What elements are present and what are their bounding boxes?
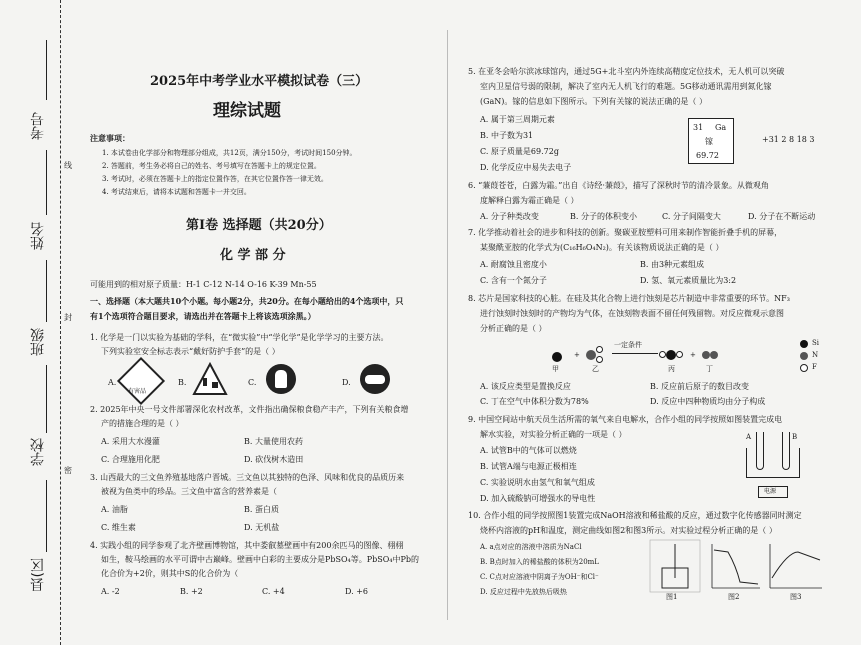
q6-opt-b: B. 分子的体积变小 xyxy=(570,212,637,221)
q5-opt-d: D. 化学反应中易失去电子 xyxy=(480,163,572,172)
class-label: 班级 xyxy=(30,328,46,356)
q5-opt-a: A. 属于第三周期元素 xyxy=(480,115,555,124)
nitrogen-atom xyxy=(710,351,718,359)
legend-f-icon xyxy=(800,364,808,372)
q9-stem: 9. 中国空间站中航天员生活所需的氧气来自电解水，合作小组的同学按照如图装置完成电 xyxy=(468,415,783,424)
q5-stem: 5. 在亚冬会哈尔滨冰球馆内，通过5G+北斗室内外连续高精度定位技术，无人机可以突破 xyxy=(468,67,785,76)
q8-stem: 8. 芯片是国家科技的心脏。在硅及其化合物上进行蚀刻是芯片制造中非常重要的环节。NF₃ xyxy=(468,294,790,303)
exam-page: 考号 姓名 班级 学校 县(区 线 封 密 2025年中考学业水平模拟试卷（三） 理综试题 注意事项： 1. 本试卷由化学部分和物理部分组成，共12页，满分150分，考试时间150分钟。 2. 答题前，考生务必将自己的姓名、考号填写在答题卡上的规定位置。 3. 考试时，必须在答题卡上的指定位置作答，在其它位置作答一律无效。 4. 考试结束后，请将本试题和答题卡一并交回。 第Ⅰ卷 选择题（共20分） 化 学 部 分 可能用到的相对原子质量：H-1 C-12 N-14 O-16 K-39 Mn-55 一、选择题（本大题共10个小题。每小题2分，共20分。在每小题给出的4个选项中，只 有1个选项符合题目要求，请选出并在答题卡上将该选项涂黑。） 1. 化学是一门以实验为基础的学科，在“微实验”中“学化学”是化学学习的主要方法。 下列实验室安全标志表示“戴好防护手套”的是（ ） A. 有害品 B. C. D. 2. 2025年中央一号文件部署深化农村改革，文件指出确保粮食稳产丰产，下列有关粮食增 产的措施合理的是（ ） A. 采用大水漫灌 B. 大量使用农药 C. 合理施用化肥 D. 砍伐树木造田 3. 山西最大的三文鱼养殖基地落户晋城。三文鱼以其独特的色泽、风味和优良的品质历来 被视为鱼类中的珍品。三文鱼中富含的营养素是（ A. 油脂 B. 蛋白质 C. 维生素 D. 无机盐 4. 实践小组的同学参观了北齐壁画博物馆，其中娄叡墓壁画中有200余匹马的图像、栩栩 如生，鞍马绘画的水平可谓中古巅峰。壁画中白彩的主要成分是PbSO₄等。PbSO₄中Pb的 化合价为+2价，则其中S的化合价为（ A. -2 B. +2 C. +4 D. +6 5. 在亚冬会哈尔滨冰球馆内，通过5G+北斗室内外连续高精度定位技术，无人机可以突破 室内卫星信号弱的限制，解决了室内无人机飞行的难题。5G移动通讯需用到氮化镓 (GaN)。镓的信息如下图所示。下列有关镓的说法正确的是（ ） A. 属于第三周期元素 B. 中子数为31 C. 原子质量是69.72g D. 化学反应中易失去电子 31 Ga 镓 69.72 +31 2 8 18 3 6. “蒹葭苍苍，白露为霜。”出自《诗经·蒹葭》，描写了深秋时节的清冷景象。从微观角 度解释白露为霜正确是（ ） A. 分子种类改变 B. 分子的体积变小 C. 分子间隔变大 D. 分子在不断运动 7. 化学推动着社会的进步和科技的创新。聚碳亚胺塑料可用来制作智能折叠手机的屏幕， 某聚酰亚胺的化学式为(C₁₆H₆O₄N₂)。有关该物质说法正确的是（ ） A. 耐腐蚀且密度小 B. 由3种元素组成 C. 含有一个氮分子 D. 氢、氧元素质量比为3:2 8. 芯片是国家科技的心脏。在硅及其化合物上进行蚀刻是芯片制造中非常重要的环节。NF₃ 进行蚀刻时蚀刻时的产物均为气体，在蚀刻物表面不留任何残留物。对反应微观示意图 分析正确的是（ ） + 一定条件 + 甲 乙 丙 丁 Si N F A. 该反应类型是置换反应 B. 反应前后原子的数目改变 C. 丁在空气中体积分数为78% D. 反应中四种物质均由分子构成 9. 中国空间站中航天员生活所需的氧气来自电解水，合作小组的同学按照如图装置完成电 解水实验，对实验分析正确的一项是（ ） A. 试管B中的气体可以燃烧 B. 试管A端与电源正极相连 C. 实验说明水由氢气和氧气组成 D. 加入硫酸钠可增强水的导电性 A B 电源 10. 合作小组的同学按照图1装置完成NaOH溶液和稀盐酸的反应，通过数字化传感器同时测定 烧杯内溶液的pH和温度，测定曲线如图2和图3所示。对实验过程分析正确的是（ ） A. a点对应的溶液中溶质为NaCl B. B点时加入的稀盐酸的体积为20mL C. C点对应溶液中阴离子为OH⁻和Cl⁻ D. 反应过程中先放热后吸热 图1 图2 图3 xyxy=(0,0,861,645)
fluorine-atom xyxy=(676,351,683,358)
q4-opt-c: C. +4 xyxy=(262,587,285,596)
q2-opt-c: C. 合理施用化肥 xyxy=(101,455,160,464)
q8-stem: 进行蚀刻时蚀刻时的产物均为气体，在蚀刻物表面不留任何残留物。对反应微观示意图 xyxy=(480,309,784,318)
corrosive-sign-icon xyxy=(192,362,228,396)
figure-3-label: 图3 xyxy=(790,593,802,601)
q7-opt-c: C. 含有一个氮分子 xyxy=(480,276,547,285)
q4-opt-d: D. +6 xyxy=(345,587,369,596)
q2-opt-a: A. 采用大水漫灌 xyxy=(101,437,160,446)
gallium-element-card xyxy=(688,118,734,164)
q5-opt-c: C. 原子质量是69.72g xyxy=(480,147,559,156)
q6-opt-c: C. 分子间隔变大 xyxy=(662,212,721,221)
column-divider xyxy=(447,30,448,620)
q10-opt-a: A. a点对应的溶液中溶质为NaCl xyxy=(480,543,582,551)
q3-stem: 被视为鱼类中的珍品。三文鱼中富含的营养素是（ xyxy=(101,487,277,496)
binding-dashed-line xyxy=(60,0,61,645)
q1-opt-c: C. xyxy=(248,378,257,387)
test-tube-b xyxy=(782,432,790,470)
q1-opt-a: A. xyxy=(108,378,117,387)
q1-stem: 1. 化学是一门以实验为基础的学科，在“微实验”中“学化学”是化学学习的主要方法。 xyxy=(90,333,389,342)
q4-opt-a: A. -2 xyxy=(101,587,120,596)
notice-item: 2. 答题前，考生务必将自己的姓名、考号填写在答题卡上的规定位置。 xyxy=(102,162,321,170)
q3-opt-d: D. 无机盐 xyxy=(244,523,280,532)
electrolysis-apparatus: A B 电源 xyxy=(742,430,804,504)
school-label: 学校 xyxy=(30,438,46,466)
exam-number-label: 考号 xyxy=(30,112,46,140)
q7-stem: 7. 化学推动着社会的进步和科技的创新。聚碳亚胺塑料可用来制作智能折叠手机的屏幕， xyxy=(468,228,783,237)
q9-opt-c: C. 实验说明水由氢气和氧气组成 xyxy=(480,478,595,487)
q6-opt-d: D. 分子在不断运动 xyxy=(748,212,816,221)
q8-opt-b: B. 反应前后原子的数目改变 xyxy=(650,382,749,391)
q10-opt-d: D. 反应过程中先放热后吸热 xyxy=(480,588,567,596)
notice-heading: 注意事项： xyxy=(90,133,130,143)
test-tube-a xyxy=(756,432,764,470)
element-mass: 69.72 xyxy=(696,151,719,160)
q9-opt-a: A. 试管B中的气体可以燃烧 xyxy=(480,446,577,455)
q6-opt-a: A. 分子种类改变 xyxy=(480,212,539,221)
atomic-mass-line: 可能用到的相对原子质量：H-1 C-12 N-14 O-16 K-39 Mn-55 xyxy=(90,280,317,289)
q7-opt-b: B. 由3种元素组成 xyxy=(640,260,705,269)
nitrogen-atom xyxy=(702,351,710,359)
titration-figures xyxy=(648,538,828,598)
goggles-sign-icon xyxy=(360,364,390,394)
name-label: 姓名 xyxy=(30,222,46,250)
water-trough xyxy=(746,448,800,478)
q9-opt-d: D. 加入硫酸钠可增强水的导电性 xyxy=(480,494,596,503)
reaction-diagram: + 一定条件 + 甲 乙 丙 丁 xyxy=(540,340,800,376)
q8-stem: 分析正确的是（ ） xyxy=(480,324,547,333)
q2-opt-d: D. 砍伐树木造田 xyxy=(244,455,304,464)
q7-opt-d: D. 氢、氧元素质量比为3:2 xyxy=(640,276,737,285)
legend-si-icon xyxy=(800,340,808,348)
q6-stem: 度解释白露为霜正确是（ ） xyxy=(480,196,579,205)
q5-stem: 室内卫星信号弱的限制，解决了室内无人机飞行的难题。5G移动通讯需用到氮化镓 xyxy=(480,82,772,91)
q10-opt-c: C. C点对应溶液中阴离子为OH⁻和Cl⁻ xyxy=(480,573,599,581)
name-blank xyxy=(46,150,47,215)
fluorine-atom xyxy=(659,351,666,358)
q8-opt-d: D. 反应中四种物质均由分子构成 xyxy=(650,397,766,406)
fluorine-atom xyxy=(596,346,603,353)
q9-stem: 解水实验，对实验分析正确的一项是（ ） xyxy=(480,430,627,439)
q1-opt-b: B. xyxy=(178,378,187,387)
fold-mark-secret: 密 xyxy=(64,466,72,475)
glove-sign-icon xyxy=(266,364,296,394)
class-blank xyxy=(46,260,47,322)
q9-opt-b: B. 试管A端与电源正极相连 xyxy=(480,462,577,471)
nitrogen-atom xyxy=(586,350,596,360)
legend-n-icon xyxy=(800,352,808,360)
q3-opt-a: A. 油脂 xyxy=(101,505,128,514)
q6-stem: 6. “蒹葭苍苍，白露为霜。”出自《诗经·蒹葭》，描写了深秋时节的清冷景象。从微观角 xyxy=(468,181,769,190)
q10-stem: 10. 合作小组的同学按照图1装置完成NaOH溶液和稀盐酸的反应，通过数字化传感器同时测定 xyxy=(468,511,802,520)
school-blank xyxy=(46,365,47,433)
q7-stem: 某聚酰亚胺的化学式为(C₁₆H₆O₄N₂)。有关该物质说法正确的是（ ） xyxy=(480,243,724,252)
notice-item: 3. 考试时，必须在答题卡上的指定位置作答，在其它位置作答一律无效。 xyxy=(102,175,328,183)
q8-opt-a: A. 该反应类型是置换反应 xyxy=(480,382,571,391)
q5-stem: (GaN)。镓的信息如下图所示。下列有关镓的说法正确的是（ ） xyxy=(480,97,707,106)
county-label: 县(区 xyxy=(30,558,46,592)
q4-stem: 化合价为+2价，则其中S的化合价为（ xyxy=(101,569,239,578)
county-blank xyxy=(46,480,47,552)
q4-opt-b: B. +2 xyxy=(180,587,203,596)
reaction-condition: 一定条件 xyxy=(614,341,642,349)
harmful-sign-icon: 有害品 xyxy=(124,364,158,398)
q4-stem: 如生，鞍马绘画的水平可谓中古巅峰。壁画中白彩的主要成分是PbSO₄等。PbSO₄中Pb的 xyxy=(101,555,420,564)
q4-stem: 4. 实践小组的同学参观了北齐壁画博物馆，其中娄叡墓壁画中有200余匹马的图像、栩栩 xyxy=(90,541,404,550)
q10-stem: 烧杯内溶液的pH和温度，测定曲线如图2和图3所示。对实验过程分析正确的是（ ） xyxy=(480,526,777,535)
fold-mark-seal: 封 xyxy=(64,313,72,322)
q7-opt-a: A. 耐腐蚀且密度小 xyxy=(480,260,547,269)
instruction-line: 有1个选项符合题目要求，请选出并在答题卡上将该选项涂黑。） xyxy=(90,311,316,321)
fold-mark-line: 线 xyxy=(64,161,72,170)
section-title: 化 学 部 分 xyxy=(220,248,286,263)
silicon-atom xyxy=(552,352,562,362)
q2-stem: 产的措施合理的是（ ） xyxy=(101,419,184,428)
q10-opt-b: B. B点时加入的稀盐酸的体积为20mL xyxy=(480,558,599,566)
silicon-atom xyxy=(666,350,676,360)
q3-opt-c: C. 维生素 xyxy=(101,523,136,532)
q3-opt-b: B. 蛋白质 xyxy=(244,505,279,514)
part1-title: 第Ⅰ卷 选择题（共20分） xyxy=(186,218,332,233)
q1-stem: 下列实验室安全标志表示“戴好防护手套”的是（ ） xyxy=(101,347,280,356)
q2-opt-b: B. 大量使用农药 xyxy=(244,437,303,446)
element-name: 镓 xyxy=(705,137,713,146)
notice-item: 4. 考试结束后，请将本试题和答题卡一并交回。 xyxy=(102,188,251,196)
q5-opt-b: B. 中子数为31 xyxy=(480,131,534,140)
figure-2-label: 图2 xyxy=(728,593,740,601)
q3-stem: 3. 山西最大的三文鱼养殖基地落户晋城。三文鱼以其独特的色泽、风味和优良的品质历来 xyxy=(90,473,405,482)
notice-item: 1. 本试卷由化学部分和物理部分组成，共12页，满分150分，考试时间150分钟。 xyxy=(102,149,357,157)
reaction-arrow xyxy=(612,353,658,354)
exam-number-blank xyxy=(46,40,47,100)
q2-stem: 2. 2025年中央一号文件部署深化农村改革，文件指出确保粮食稳产丰产，下列有关粮食增 xyxy=(90,405,409,414)
element-symbol: Ga xyxy=(715,123,727,132)
element-number: 31 xyxy=(693,123,704,132)
atomic-structure-diagram: +31 2 8 18 3 xyxy=(762,135,815,144)
figure-1-label: 图1 xyxy=(666,593,678,601)
instruction-line: 一、选择题（本大题共10个小题。每小题2分，共20分。在每小题给出的4个选项中，只 xyxy=(90,296,404,306)
power-supply: 电源 xyxy=(758,486,788,498)
exam-title: 2025年中考学业水平模拟试卷（三） xyxy=(150,74,369,89)
q8-opt-c: C. 丁在空气中体积分数为78% xyxy=(480,397,589,406)
q1-opt-d: D. xyxy=(342,378,351,387)
exam-subtitle: 理综试题 xyxy=(213,101,281,121)
fluorine-atom xyxy=(596,356,603,363)
